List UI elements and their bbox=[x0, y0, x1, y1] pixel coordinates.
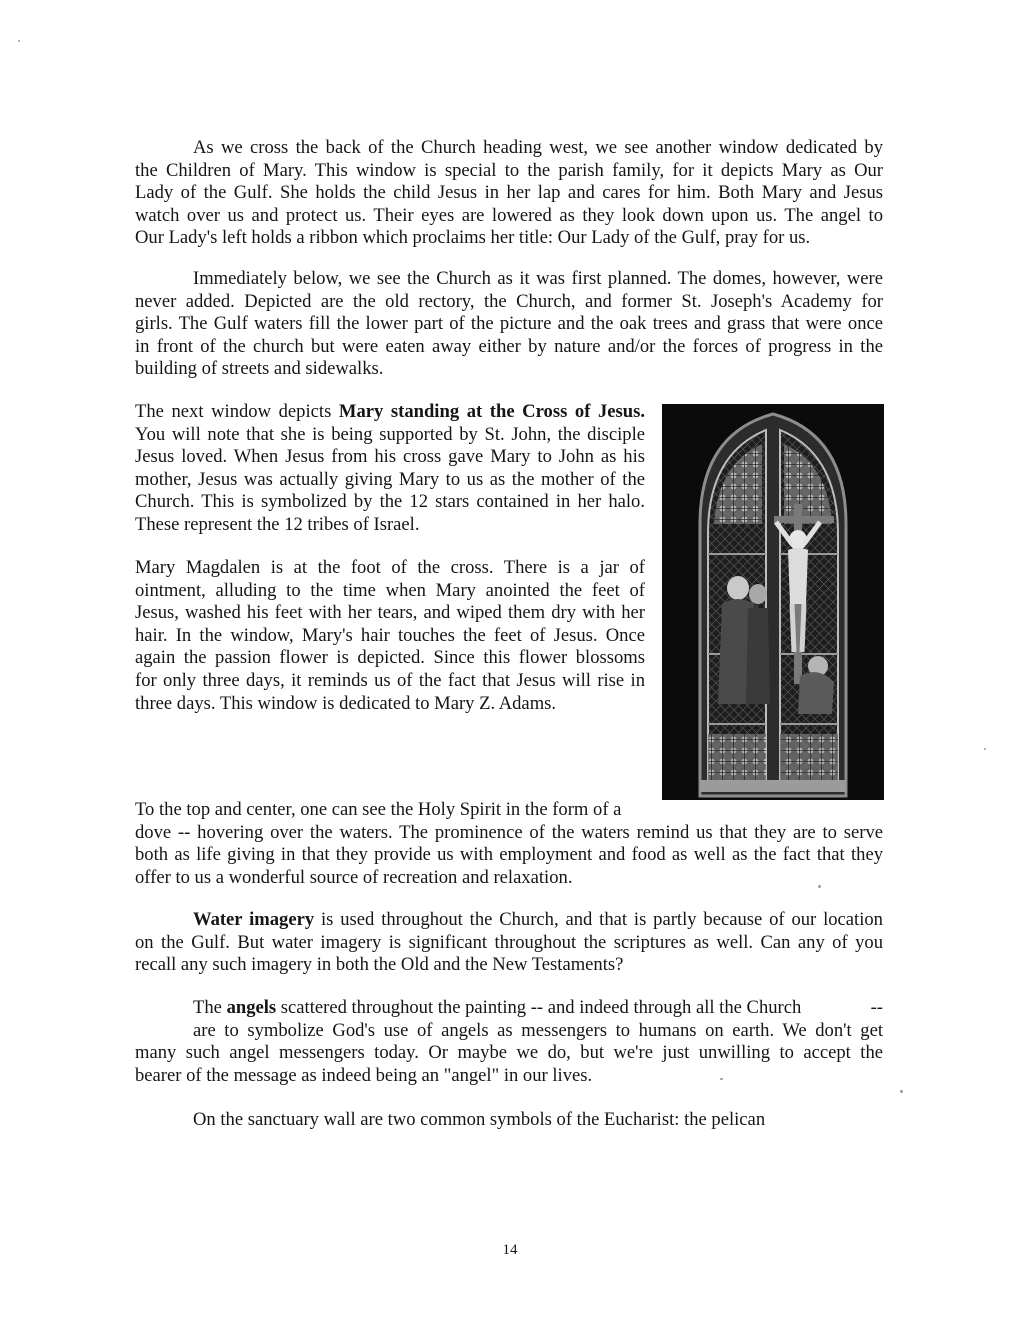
text-line: Jesus, washed his feet with her tears, and wiped them dry with her bbox=[135, 602, 645, 624]
text-line: You will note that she is being supported by St. John, the disciple bbox=[135, 423, 645, 445]
text-line bbox=[135, 909, 883, 932]
text-line: Our Lady's left holds a ribbon which proclaims her title: Our Lady of the Gulf, pray for us. bbox=[135, 227, 811, 249]
scan-speck bbox=[900, 1090, 903, 1093]
text-run: scattered throughout the painting -- and indeed through all the Church bbox=[276, 997, 802, 1018]
text-line: are to symbolize God's use of angels as messengers to humans on earth. We don't get bbox=[193, 1019, 883, 1041]
text-line: bearer of the message as indeed being an "angel" in our lives. bbox=[135, 1064, 593, 1086]
text-line: dove -- hovering over the waters. The prominence of the waters remind us that they are to serve bbox=[135, 821, 883, 843]
page-number: 14 bbox=[502, 1242, 518, 1258]
text-line: the Children of Mary. This window is special to the parish family, for it depicts Mary as Our bbox=[135, 159, 883, 181]
text-line: ointment, alluding to the time when Mary anointed the feet of bbox=[135, 579, 645, 601]
text-line bbox=[135, 997, 883, 1020]
paragraph-angels bbox=[135, 997, 883, 1087]
scan-speck bbox=[818, 885, 821, 888]
stained-glass-window-photo bbox=[662, 404, 884, 800]
text-line: hair. In the window, Mary's hair touches the feet of Jesus. Once bbox=[135, 624, 645, 646]
text-line: These represent the 12 tribes of Israel. bbox=[135, 513, 420, 535]
paragraph-children-of-mary-window bbox=[135, 137, 883, 250]
text-line: Lady of the Gulf. She holds the child Jesus in her lap and cares for him. Both Mary and Jesus bbox=[135, 182, 883, 204]
scan-speck bbox=[984, 748, 986, 750]
bold-phrase: Mary standing at the Cross of Jesus. bbox=[338, 401, 646, 422]
text-line: on the Gulf. But water imagery is significant throughout the scriptures as well. Can any of you bbox=[135, 931, 883, 953]
scan-speck bbox=[720, 1078, 723, 1080]
scan-speck bbox=[18, 40, 20, 42]
text-line: girls. The Gulf waters fill the lower part of the picture and the oak trees and grass that were once bbox=[135, 313, 883, 335]
paragraph-mary-at-the-cross bbox=[135, 401, 645, 537]
bold-phrase: Water imagery bbox=[193, 909, 315, 930]
text-run: The next window depicts bbox=[135, 401, 339, 422]
text-line: never added. Depicted are the old rectory, the Church, and former St. Joseph's Academy for bbox=[135, 290, 883, 312]
text-line: On the sanctuary wall are two common symbols of the Eucharist: the pelican bbox=[193, 1109, 766, 1130]
text-line: As we cross the back of the Church heading west, we see another window dedicated by bbox=[193, 137, 883, 158]
text-run: is used throughout the Church, and that is partly because of our location bbox=[314, 909, 883, 930]
text-line: watch over us and protect us. Their eyes are lowered as they look down upon us. The angel to bbox=[135, 204, 883, 226]
text-line: many such angel messengers today. Or maybe we do, but we're just unwilling to accept the bbox=[135, 1042, 883, 1064]
text-line: offer to us a wonderful source of recreation and relaxation. bbox=[135, 866, 573, 888]
text-line: Church. This is symbolized by the 12 stars contained in her halo. bbox=[135, 491, 645, 513]
text-line: mother, Jesus was actually giving Mary to us as the mother of the bbox=[135, 468, 645, 490]
paragraph-sanctuary-wall bbox=[193, 1109, 883, 1132]
text-line: To the top and center, one can see the Holy Spirit in the form of a bbox=[135, 799, 622, 820]
text-line: for only three days, it reminds us of the fact that Jesus will rise in bbox=[135, 669, 645, 691]
text-run: -- bbox=[870, 997, 883, 1018]
text-line: three days. This window is dedicated to Mary Z. Adams. bbox=[135, 692, 557, 714]
text-line: in front of the church but were eaten away either by nature and/or the forces of progress in the bbox=[135, 335, 883, 357]
bold-phrase: angels bbox=[226, 997, 277, 1018]
text-line: again the passion flower is depicted. Since this flower blossoms bbox=[135, 647, 645, 669]
text-line: Jesus loved. When Jesus from his cross gave Mary to John as his bbox=[135, 446, 645, 468]
stained-glass-window-illustration bbox=[662, 404, 884, 800]
text-line: building of streets and sidewalks. bbox=[135, 358, 384, 380]
text-line bbox=[135, 401, 645, 424]
paragraph-holy-spirit-dove bbox=[135, 799, 883, 889]
paragraph-church-as-planned bbox=[135, 268, 883, 381]
text-line: Mary Magdalen is at the foot of the cross. There is a jar of bbox=[135, 557, 645, 578]
text-line: both as life giving in that they provide us with employment and food as well as the fact that they bbox=[135, 844, 883, 866]
text-line: recall any such imagery in both the Old and the New Testaments? bbox=[135, 954, 624, 976]
paragraph-water-imagery bbox=[135, 909, 883, 977]
text-line: Immediately below, we see the Church as it was first planned. The domes, however, were bbox=[193, 268, 883, 289]
text-run: The bbox=[193, 997, 227, 1018]
paragraph-mary-magdalen bbox=[135, 557, 645, 715]
